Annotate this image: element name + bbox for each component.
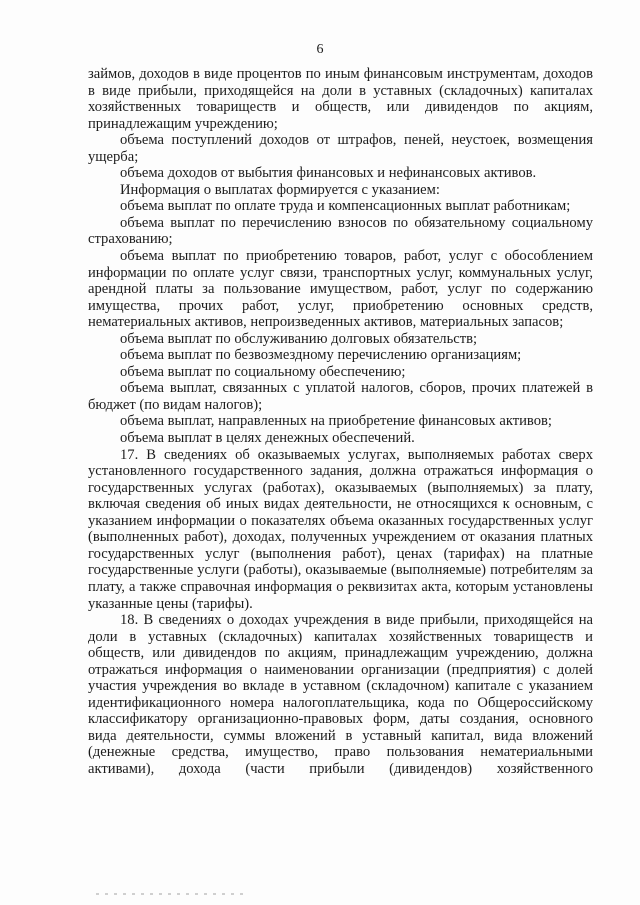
page-number: 6	[316, 42, 324, 57]
paragraph: займов, доходов в виде процентов по иным финансовым инструментам, доходов в виде прибыли, приходящейся на доли в уставных (складочных) капиталах хозяйственных товариществ и обществ, или дивидендов по акциям, принадлежащим учреждению;	[88, 66, 593, 132]
paragraph: объема выплат по безвозмездному перечислению организациям;	[120, 347, 522, 364]
paragraph: Информация о выплатах формируется с указанием:	[120, 181, 440, 198]
paragraph: объема выплат по приобретению товаров, работ, услуг с обособлением информации по оплате услуг связи, транспортных услуг, коммунальных услуг, арендной платы за пользование имуществом, работ, услуг по содержанию имущества, прочих работ, услуг, приобретению основных средств, нематериальных активов, непроизведенных активов, материальных запасов;	[88, 248, 593, 331]
paragraph-section-18: 18. В сведениях о доходах учреждения в виде прибыли, приходящейся на доли в уставных (складочных) капиталах хозяйственных товариществ и обществ, или дивидендов по акциям, принадлежащим учреждению, должна отражаться информация о наименовании организации (предприятия) с долей участия учреждения во вкладе в уставном (складочном) капитале с указанием идентификационного номера налогоплательщика, кода по Общероссийскому классификатору организационно-правовых форм, даты создания, основного вида деятельности, суммы вложений в уставный капитал, вида вложений (денежные средства, имущество, право пользования нематериальными активами), дохода (части прибыли (дивидендов) хозяйственного	[88, 612, 593, 777]
scan-artifact	[96, 893, 246, 895]
paragraph: объема выплат по оплате труда и компенсационных выплат работникам;	[120, 198, 571, 215]
body-text	[88, 66, 593, 778]
paragraph: объема выплат, связанных с уплатой налогов, сборов, прочих платежей в бюджет (по видам налогов);	[88, 380, 593, 413]
paragraph: объема выплат по социальному обеспечению;	[120, 363, 406, 380]
paragraph: объема выплат в целях денежных обеспечений.	[120, 430, 415, 447]
paragraph-section-17: 17. В сведениях об оказываемых услугах, выполняемых работах сверх установленного государственного задания, должна отражаться информация о государственных услугах (работах), оказываемых (выполняемых) за плату, включая сведения об иных видах деятельности, не относящихся к основным, с указанием информации о показателях объема оказанных государственных услуг (выполненных работ), доходах, полученных учреждением от оказания платных государственных услуг (выполнения работ), ценах (тарифах) на платные государственные услуги (работы), оказываемые (выполняемые) потребителям за плату, а также справочная информация о реквизитах акта, которым установлены указанные цены (тарифы).	[88, 446, 593, 612]
paragraph: объема выплат по обслуживанию долговых обязательств;	[120, 330, 478, 347]
paragraph: объема выплат, направленных на приобретение финансовых активов;	[120, 413, 552, 430]
paragraph: объема доходов от выбытия финансовых и нефинансовых активов.	[120, 165, 537, 182]
paragraph: объема выплат по перечислению взносов по обязательному социальному страхованию;	[88, 214, 593, 248]
paragraph: объема поступлений доходов от штрафов, пеней, неустоек, возмещения ущерба;	[88, 132, 593, 165]
